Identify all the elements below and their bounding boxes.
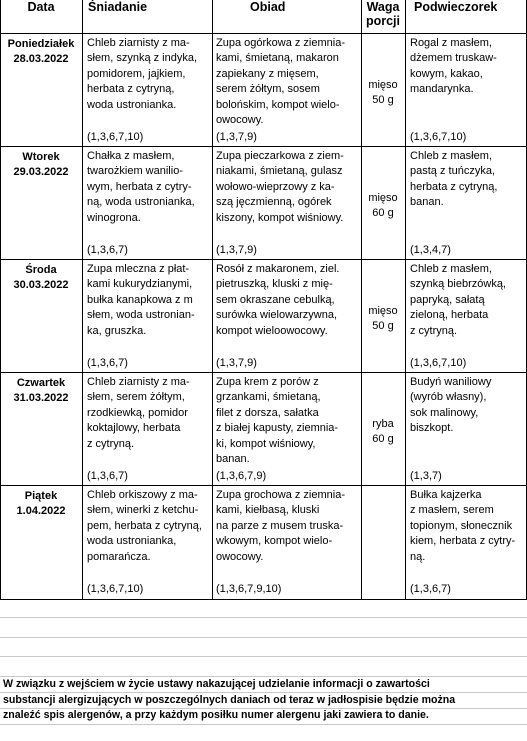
lunch-cell [216, 375, 360, 467]
lunch-line: szą jęczmienną, ogórek [216, 196, 332, 209]
breakfast-line: herbata z cytryną, [87, 83, 175, 96]
breakfast-line: słem, serem żółtym, [87, 391, 185, 404]
breakfast-line: Chałka z masłem, [87, 150, 175, 162]
breakfast-line: słem, winerki z ketchu- [87, 504, 199, 517]
breakfast-line: twarożkiem wanilio- [87, 165, 183, 178]
portion-line: 50 g [372, 94, 394, 107]
snack-line: dżemem truskaw- [410, 52, 497, 65]
breakfast-cell [87, 262, 210, 339]
breakfast-line: rzodkiewką, pomidor [87, 406, 188, 419]
lunch-line: Zupa ogórkowa z ziemnia- [216, 37, 346, 49]
day-date: 29.03.2022 [13, 166, 69, 178]
breakfast-line: Zupa mleczna z płat- [87, 263, 190, 275]
snack-line: Budyń waniliowy [410, 376, 492, 388]
breakfast-line: woda ustronianka. [87, 98, 177, 111]
snack-line: kowym, kakao, [410, 67, 483, 80]
snack-line: Bułka kajzerka [410, 489, 482, 501]
snack-line: pastą z tuńczyka, [410, 165, 495, 178]
lunch-line: wkowym, kompot wielo- [216, 535, 333, 548]
portion-line: mięso [368, 192, 398, 204]
lunch-line: na parze z musem truska- [216, 519, 344, 532]
day-cell [0, 37, 82, 67]
breakfast-line: Chleb ziarnisty z ma- [87, 37, 190, 49]
lunch-line: banan. [216, 453, 250, 466]
breakfast-cell [87, 488, 210, 565]
lunch-line: kiszony, kompot wiśniowy. [216, 211, 344, 224]
snack-line: papryką, sałatą [410, 293, 485, 306]
portion-line: ryba [372, 418, 394, 430]
lunch-line: surówka wielowarzywna, [216, 309, 338, 322]
day-cell [0, 376, 82, 406]
snack-line: banan. [410, 196, 444, 209]
snack-line: szynką biebrzówką, [410, 278, 506, 291]
allergen-note [3, 677, 523, 724]
gridline [0, 656, 527, 657]
header-lunch: Obiad [250, 0, 286, 14]
table-border [0, 33, 527, 34]
snack-allergens: (1,3,6,7,10) [410, 131, 467, 143]
portion-line: mięso [368, 305, 398, 317]
lunch-line: kompot wieloowocowy. [216, 324, 328, 337]
lunch-line: Rosół z makaronem, ziel. [216, 263, 340, 275]
lunch-line: owocowy. [216, 114, 264, 127]
lunch-allergens: (1,3,7,9) [216, 131, 257, 143]
breakfast-line: Chleb orkiszowy z ma- [87, 489, 198, 501]
snack-line: Rogal z masłem, [410, 37, 492, 49]
snack-line: kiem, herbata z cytry- [410, 535, 516, 548]
breakfast-line: bułka kanapkowa z m [87, 293, 193, 306]
lunch-line: bolońskim, kompot wielo- [216, 98, 340, 111]
portion-cell [362, 191, 404, 222]
breakfast-line: winogrona. [87, 211, 141, 224]
portion-cell [362, 78, 404, 109]
snack-line: (wyrób własny), [410, 391, 487, 404]
breakfast-line: ną, woda ustronianka, [87, 196, 195, 209]
lunch-line: serem żółtym, sosem [216, 83, 320, 96]
lunch-cell [216, 488, 360, 565]
breakfast-line: koktajlowy, herbata [87, 422, 181, 435]
note-line: W związku z wejściem w życie ustawy nakazującej udzielanie informacji o zawartości [3, 678, 430, 690]
snack-line: z cytryną. [410, 324, 458, 337]
gridline [0, 617, 527, 618]
breakfast-line: woda ustronianka, [87, 535, 177, 548]
lunch-cell [216, 262, 360, 339]
day-name: Wtorek [22, 151, 60, 163]
lunch-line: pietruszką, kluski z mię- [216, 278, 333, 291]
lunch-line: wołowo-wieprzowy z ka- [216, 180, 335, 193]
breakfast-allergens: (1,3,6,7) [87, 470, 128, 482]
day-date: 1.04.2022 [16, 505, 66, 517]
header-breakfast: Śniadanie [88, 0, 148, 14]
lunch-cell [216, 36, 360, 128]
table-border [212, 0, 213, 600]
breakfast-line: Chleb ziarnisty z ma- [87, 376, 190, 388]
portion-line: mięso [368, 79, 398, 91]
portion-cell [362, 304, 404, 335]
lunch-line: kami, śmietaną, makaron [216, 52, 339, 65]
note-line: znaleźć spis alergenów, a przy każdym posiłku numer alergenu jaki zawiera to danie. [3, 709, 429, 721]
snack-allergens: (1,3,7) [410, 470, 442, 482]
snack-cell [410, 262, 524, 339]
lunch-line: filet z dorsza, sałatka [216, 406, 319, 419]
table-border [0, 485, 527, 486]
day-date: 30.03.2022 [13, 279, 69, 291]
snack-line: Chleb z masłem, [410, 150, 492, 162]
breakfast-line: ka, gruszka. [87, 324, 147, 337]
lunch-line: sem okraszane cebulką, [216, 293, 335, 306]
lunch-line: owocowy. [216, 550, 264, 563]
header-portion-line2: porcji [365, 14, 401, 28]
lunch-line: ki, kompot wiśniowy, [216, 437, 316, 450]
snack-allergens: (1,3,6,7,10) [410, 357, 467, 369]
breakfast-cell [87, 36, 210, 113]
lunch-line: grzankami, śmietaną, [216, 391, 321, 404]
snack-line: zieloną, herbata [410, 309, 489, 322]
table-border [0, 259, 527, 260]
portion-cell [362, 417, 404, 448]
snack-line: mandarynka. [410, 83, 474, 96]
day-cell [0, 263, 82, 293]
snack-line: herbata z cytryną, [410, 180, 498, 193]
lunch-cell [216, 149, 360, 226]
portion-line: 50 g [372, 320, 394, 333]
day-name: Piątek [24, 490, 58, 502]
breakfast-line: wym, herbata z cytry- [87, 180, 192, 193]
snack-line: biszkopt. [410, 422, 454, 435]
breakfast-line: pomarańcza. [87, 550, 151, 563]
breakfast-allergens: (1,3,6,7,10) [87, 131, 144, 143]
header-date: Data [27, 0, 55, 14]
lunch-line: kami, kiełbasą, kluski [216, 504, 320, 517]
lunch-line: niakami, śmietaną, gulasz [216, 165, 343, 178]
header-portion-line1: Waga [366, 0, 400, 14]
day-name: Czwartek [16, 377, 66, 389]
day-date: 28.03.2022 [13, 53, 69, 65]
snack-line: z masłem, serem [410, 504, 494, 517]
snack-line: ną. [410, 550, 426, 563]
breakfast-line: słem, szynką z indyka, [87, 52, 198, 65]
portion-line: 60 g [372, 433, 394, 446]
gridline [0, 637, 527, 638]
day-cell [0, 489, 82, 519]
lunch-allergens: (1,3,6,7,9) [216, 470, 267, 482]
breakfast-line: pomidorem, jajkiem, [87, 67, 186, 80]
lunch-line: z białej kapusty, ziemnia- [216, 422, 339, 435]
day-name: Poniedziałek [7, 38, 75, 50]
snack-cell [410, 36, 524, 98]
lunch-allergens: (1,3,6,7,9,10) [216, 583, 282, 595]
snack-allergens: (1,3,4,7) [410, 244, 451, 256]
lunch-line: Zupa krem z porów z [216, 376, 319, 388]
breakfast-allergens: (1,3,6,7) [87, 244, 128, 256]
day-name: Środa [25, 264, 57, 276]
lunch-line: Zupa pieczarkowa z ziem- [216, 150, 344, 162]
lunch-allergens: (1,3,7,9) [216, 357, 257, 369]
table-border [0, 146, 527, 147]
header-snack: Podwieczorek [414, 0, 498, 14]
portion-line: 60 g [372, 207, 394, 220]
breakfast-line: słem, woda ustronian- [87, 309, 195, 322]
snack-cell [410, 375, 524, 437]
breakfast-cell [87, 149, 210, 226]
snack-line: Chleb z masłem, [410, 263, 492, 275]
lunch-line: zapiekany z mięsem, [216, 67, 319, 80]
breakfast-cell [87, 375, 210, 452]
lunch-allergens: (1,3,7,9) [216, 244, 257, 256]
snack-line: sok malinowy, [410, 406, 479, 419]
gridline [0, 724, 527, 725]
breakfast-allergens: (1,3,6,7,10) [87, 583, 144, 595]
breakfast-line: z cytryną. [87, 437, 135, 450]
table-border [0, 372, 527, 373]
breakfast-line: kami kukurydzianymi, [87, 278, 193, 291]
table-border [0, 599, 527, 600]
table-border [82, 0, 83, 600]
note-line: substancji alergizujących w poszczególnych daniach od teraz w jadłospisie będzie można [3, 693, 456, 706]
breakfast-allergens: (1,3,6,7) [87, 357, 128, 369]
header-portion [361, 0, 405, 28]
snack-cell [410, 149, 524, 211]
lunch-line: Zupa grochowa z ziemnia- [216, 489, 346, 501]
day-cell [0, 150, 82, 180]
table-border [405, 0, 406, 600]
snack-line: topionym, słonecznik [410, 519, 513, 532]
day-date: 31.03.2022 [13, 392, 69, 404]
snack-allergens: (1,3,6,7) [410, 583, 451, 595]
snack-cell [410, 488, 524, 565]
breakfast-line: pem, herbata z cytryną, [87, 519, 202, 532]
